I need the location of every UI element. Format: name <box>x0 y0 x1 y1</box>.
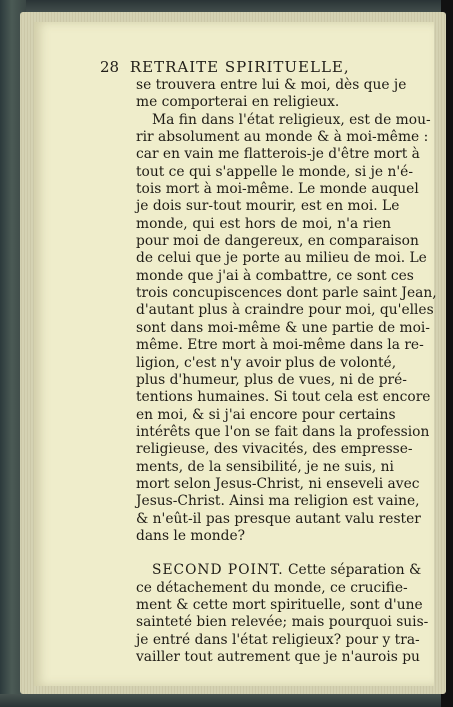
running-title: RETRAITE SPIRITUELLE, <box>129 58 350 76</box>
text-line: je dois sur-tout mourir, est en moi. Le <box>136 198 400 215</box>
text-line: de celui que je porte au milieu de moi. Le <box>136 250 427 267</box>
text-line: sainteté bien relevée; mais pourquoi suis- <box>136 614 429 631</box>
text-line: me comporterai en religieux. <box>136 94 340 111</box>
text-line: car en vain me flatterois-je d'être mort à <box>136 146 420 163</box>
paragraph-second-point <box>136 562 429 666</box>
text-line: d'autant plus à craindre pour moi, qu'elles <box>136 302 434 319</box>
text-line: sont dans moi-même & une partie de moi- <box>136 319 430 336</box>
page-header <box>100 58 360 76</box>
text-line: tois mort à moi-même. Le monde auquel <box>136 181 419 198</box>
section-heading: SECOND POINT. <box>152 562 284 579</box>
page-body-text <box>136 77 437 666</box>
paragraph-gap <box>136 545 391 562</box>
text-line: tout ce qui s'appelle le monde, si je n'é- <box>136 163 413 180</box>
text-line: mort selon Jesus-Christ, ni enseveli avec <box>136 475 420 492</box>
text-line: monde, qui est hors de moi, n'a rien <box>136 215 391 232</box>
text-line: Jesus-Christ. Ainsi ma religion est vaine, <box>136 493 420 510</box>
text-line: vailler tout autrement que je n'aurois pu <box>136 649 420 665</box>
text-line: ment & cette mort spirituelle, sont d'une <box>136 596 423 613</box>
text-line: se trouvera entre lui & moi, dès que je <box>136 77 407 93</box>
text-line: intérêts que l'on se fait dans la profession <box>136 423 430 440</box>
text-line: en moi, & si j'ai encore pour certains <box>136 406 396 423</box>
text-line: ments, de la sensibilité, je ne suis, ni <box>136 458 394 475</box>
text-line: plus d'humeur, plus de vues, ni de pré- <box>136 371 407 388</box>
text-line: ce détachement du monde, ce crucifie- <box>136 579 408 596</box>
cover-edge-bottom <box>0 694 453 707</box>
section-first-line: Cette séparation & <box>287 562 422 579</box>
paragraph-continued <box>136 77 407 112</box>
text-line: je entré dans l'état religieux? pour y tra- <box>136 631 420 648</box>
text-line: monde que j'ai à combattre, ce sont ces <box>136 267 414 284</box>
page-number: 28 <box>100 58 120 76</box>
text-line: & n'eût-il pas presque autant valu rester <box>136 510 421 527</box>
text-line: même. Etre mort à moi-même dans la re- <box>136 337 424 354</box>
text-line <box>136 562 422 579</box>
text-line: Ma fin dans l'état religieux, est de mou- <box>152 111 431 128</box>
text-line: dans le monde? <box>136 527 246 544</box>
text-line: tentions humaines. Si tout cela est encore <box>136 389 431 406</box>
text-line: trois concupiscences dont parle saint Jean, <box>136 285 437 302</box>
text-line: rir absolument au monde & à moi-même : <box>136 129 429 146</box>
text-line: ligion, c'est n'y avoir plus de volonté, <box>136 354 397 371</box>
paragraph-fin-religieuse <box>136 111 437 546</box>
text-line: pour moi de dangereux, en comparaison <box>136 233 419 250</box>
text-line: religieuse, des vivacités, des empresse- <box>136 441 413 458</box>
